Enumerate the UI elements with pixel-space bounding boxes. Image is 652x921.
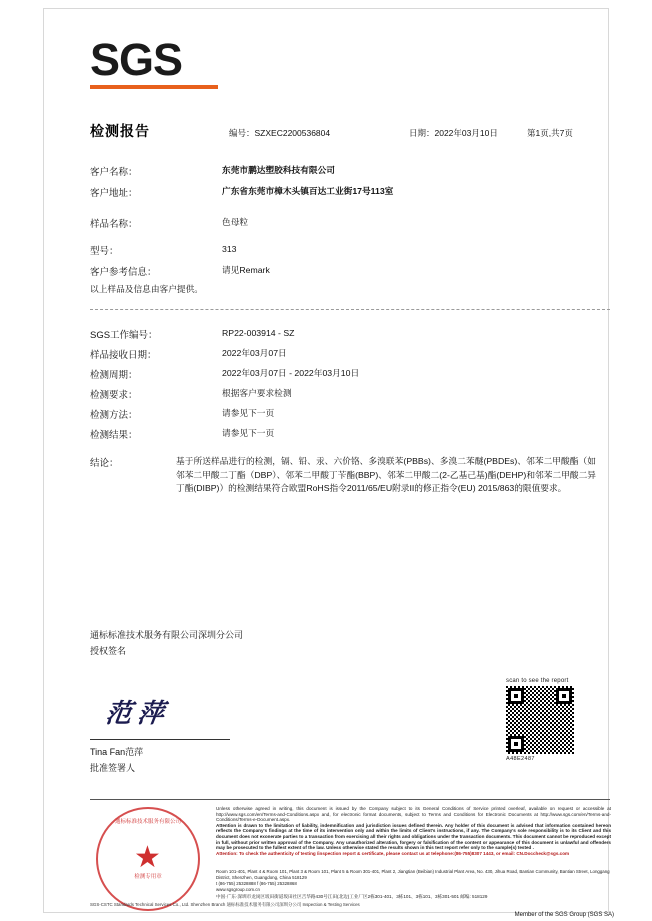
company-seal: [96, 807, 200, 911]
qr-caption: scan to see the report: [506, 678, 569, 684]
footer-legal-terms: Unless otherwise agreed in writing, this document is issued by the Company subject to its General Conditions of Service printed overleaf, available on request or accessible at http://www.sgs.com/en/Terms-and-Conditions.aspx and, for electronic format documents, subject to Terms and Conditions for Electronic Documents at http://www.sgs.com/en/Terms-and-Conditions/Terms-e-Document.aspx.: [216, 806, 611, 823]
handwritten-signature: 范萍: [103, 699, 172, 728]
signing-company: 通标标准技术服务有限公司深圳分公司: [90, 630, 244, 640]
sgs-logo: [90, 34, 218, 89]
field-label: 检测周期：: [90, 370, 138, 381]
conclusion-text: 基于所送样品进行的检测，镉、铅、汞、六价铬、多溴联苯(PBBs)、多溴二苯醚(PBDEs)、邻苯二甲酸酯（如邻苯二甲酸二丁酯（DBP）、邻苯二甲酸丁苄酯(BBP)、邻苯二甲酸二(2-乙基己基)酯(DEHP)和邻苯二甲酸二异丁酯(DIBP)）的检测结果符合欧盟RoHS指令2011/65/EU附录II的修正指令(EU) 2015/863的限值要求。: [176, 456, 596, 493]
field-label: 样品名称：: [90, 219, 138, 230]
footer-legal: [216, 806, 611, 856]
signer-name: Tina Fan范萍: [90, 747, 144, 757]
seal-mid-text: 检测专用章: [134, 874, 162, 880]
qr-code-id: A48E2487: [506, 756, 535, 762]
authorized-signature-label: 授权签名: [90, 646, 127, 656]
page-indicator: 第1页,共7页: [527, 128, 573, 138]
footer-address-en: Room 101-401, Plant 4 & Room 101, Plant 3 & Room 101, Plant 5 & Room 301-401, Plant 2, Jiangtian (Beibian) Industrial Plant Area, No. 430, Jihua Road, Bantian Community, Bantian Street, Longgang District, Shenzhen, Guangdong, China 518129: [216, 869, 610, 880]
divider: [90, 309, 610, 310]
field-label: 检测方法：: [90, 410, 138, 421]
field-value: 2022年03月07日 - 2022年03月10日: [222, 368, 360, 378]
page-title: 检测报告: [90, 123, 150, 139]
field-value: 广东省东莞市樟木头镇百达工业街17号113室: [222, 186, 394, 196]
field-value: 313: [222, 244, 237, 254]
field-label: 客户名称：: [90, 167, 138, 178]
signature-line: [90, 739, 230, 740]
field-label: 客户地址：: [90, 188, 138, 199]
field-value: 色母粒: [222, 217, 249, 227]
sgs-logo-text: SGS: [90, 34, 183, 85]
field-value: 请见Remark: [222, 265, 270, 275]
field-value: 东莞市鹏达塑胶科技有限公司: [222, 165, 335, 175]
field-value: 请参见下一页: [222, 428, 275, 438]
sample-source-note: 以上样品及信息由客户提供。: [90, 284, 203, 294]
report-number: 编号：SZXEC2200536804: [229, 128, 331, 138]
footer-legal-attention: Attention is drawn to the limitation of liability, indemnification and jurisdiction issues defined therein. Any holder of this document is advised that information contained hereon reflects the Company's findings at the time of its intervention only and within the limits of Client's instructions, if any. The Company's sole responsibility is to its Client and this document does not exonerate parties to a transaction from exercising all their rights and obligations under the transaction documents. This document cannot be reproduced except in full, without prior written approval of the Company. Any unauthorized alteration, forgery or falsification of the content or appearance of this document is unlawful and offenders may be prosecuted to the fullest extent of the law. Unless otherwise stated the results shown in this test report refer only to the sample(s) tested .: [216, 822, 611, 851]
field-label: 样品接收日期：: [90, 350, 157, 361]
field-value: 请参见下一页: [222, 408, 275, 418]
footer-authenticity-warning: Attention: To check the authenticity of testing /inspection report & certificate, please contact us at telephone:(86-755)8307 1443, or email: CN.Doccheck@sgs.com: [216, 850, 570, 856]
signer-role: 批准签署人: [90, 763, 136, 773]
field-label: 客户参考信息：: [90, 267, 157, 278]
footer-member-line: Member of the SGS Group (SGS SA): [514, 912, 614, 918]
footer-address-phone: t (86-755) 25328888 f (86-755) 25328868: [216, 881, 297, 886]
field-value: 2022年03月07日: [222, 348, 287, 358]
field-value: 根据客户要求检测: [222, 388, 292, 398]
field-value: RP22-003914 - SZ: [222, 328, 295, 338]
field-label: 检测结果：: [90, 430, 138, 441]
footer-address-web: www.sgsgroup.com.cn: [216, 887, 260, 892]
footer-divider: [90, 799, 610, 803]
field-label: 检测要求：: [90, 390, 138, 401]
seal-top-text: 通标标准技术服务有限公司: [114, 819, 181, 825]
report-sheet: [43, 8, 614, 918]
sgs-logo-bar: [90, 85, 218, 89]
footer-lab-subsidiary: SGS-CSTC Standards Technical Services Co., Ltd. Shenzhen Branch 通标标准技术服务有限公司深圳分公司 Inspection & Testing Services: [90, 902, 360, 907]
conclusion-label: 结论：: [90, 458, 119, 469]
report-date: 日期：2022年03月10日: [409, 128, 498, 138]
footer-address-block: [216, 869, 611, 893]
footer-address-cn: 中国·广东·深圳市龙岗区坂田街道坂田社区吉华路430号江田(北边)工业厂区2栋301-401、3栋101、3栋101、3栋301-501 邮编: 518129: [216, 894, 488, 899]
field-label: 型号：: [90, 246, 119, 257]
qr-code[interactable]: [506, 686, 574, 754]
field-label: SGS工作编号：: [90, 330, 158, 341]
